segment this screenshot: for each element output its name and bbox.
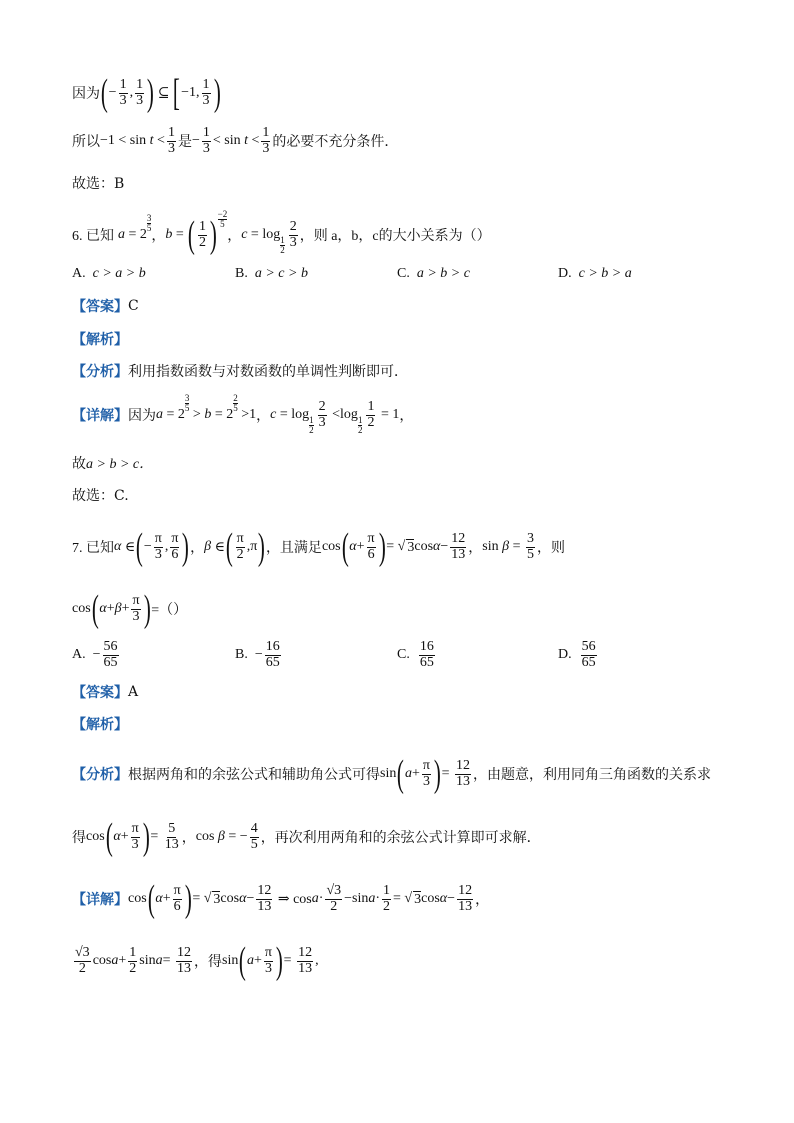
q7-jiexi: 【解析】 xyxy=(72,717,128,733)
q7-expression: cos ( α + β + $\frac{\pi}{3}$ ) =（） xyxy=(72,588,188,630)
q6-answer: 【答案】 C xyxy=(72,298,139,315)
q6-gu: 故 a > b > c． xyxy=(72,457,154,472)
q7-answer: 【答案】 A xyxy=(72,684,139,701)
q6-option-b: B. a > c > b xyxy=(235,266,308,281)
q7-option-b: B. − $\frac{16}{65}$ xyxy=(235,639,280,670)
q7-fenxi-2: 得 cos ( α + $\frac{\pi}{3}$ ) = $\frac{5}{13}$ ， cos β = − $\frac{4}{5}$ ，再次利用两角和的余弦公式计算即可求解． xyxy=(72,816,541,858)
q6-tail: ，则 a，b，c的大小关系为（） xyxy=(299,229,491,244)
line-suoyi: 所以 −1 < sin t < $\frac{1}{3}$ 是 − $\frac{1}{3}$ < sin t < $\frac{1}{3}$ 的必要不充分条件． xyxy=(72,125,399,156)
shi-text: 是 xyxy=(177,135,192,151)
question-7: 7. 已知 α ∈ ( − $\frac{\pi}{3}$ , $\frac{\pi}{6}$ ) ， β ∈ ( $\frac{\pi}{2}$ ,π ) ，且满足 cos ( α + $\frac{\pi}{6}$ ) = √ 3 cos α − $\frac{12}{13}$ ， sin β = $\frac{3}{5}$ ，则 xyxy=(72,526,566,568)
line-yinwei: 因为 ( − $\frac{1}{3}$ , $\frac{1}{3}$ ) ⊆ [ −1, $\frac{1}{3}$ ) xyxy=(72,72,221,114)
answer-line-b: 故选：B xyxy=(72,176,125,192)
q6-xiangjie: 【详解】 因为 a = 2 3 5 > b = 2 2 5 >1 ， c = log 1 2 $\frac{2}{3}$ <log 1 2 $\frac{1}{2}$ = 1 ， xyxy=(72,392,414,435)
q7-option-a: A. − $\frac{56}{65}$ xyxy=(72,639,118,670)
q7-xiangjie-2: $\frac{√3}{2}$ cos a + $\frac{1}{2}$ sin a = $\frac{12}{13}$ ，得 sin ( a + $\frac{\pi}{3}$ ) = $\frac{12}{13}$ , xyxy=(75,940,319,982)
q7-number: 7. 已知 xyxy=(72,541,114,556)
q6-option-c: C. a > b > c xyxy=(397,266,470,281)
question-6: 6. 已知 a = 2 3 5 ， b = ( $\frac{1}{2}$ ) −2 5 ， c = log 1 2 $\frac{2}{3}$ ，则 a，b，c的大小关系为（） xyxy=(72,208,491,256)
q6-option-a: A. c > a > b xyxy=(72,266,146,281)
q6-jiexi: 【解析】 xyxy=(72,332,128,348)
subset-symbol: ⊆ xyxy=(157,85,170,101)
q6-option-d: D. c > b > a xyxy=(558,266,632,281)
q6-number: 6. 已知 xyxy=(72,229,114,244)
q6-xuan: 故选：C. xyxy=(72,488,129,504)
q7-option-d: D. $\frac{56}{65}$ xyxy=(558,639,596,670)
q7-xiangjie: 【详解】 cos ( α + $\frac{\pi}{6}$ ) = √ 3 cos α − $\frac{12}{13}$ ⇒ cos a · $\frac{√3}{2}$ −sin a · $\frac{1}{2}$ = √ 3 cos α − $\frac{12}{13}$ ， xyxy=(72,878,490,920)
q7-fenxi: 【分析】 根据两角和的余弦公式和辅助角公式可得 sin ( a + $\frac{\pi}{3}$ ) = $\frac{12}{13}$ ，由题意，利用同角三角函数的关系求 xyxy=(72,753,712,795)
condition-text: 的必要不充分条件． xyxy=(272,135,399,151)
q6-fenxi: 【分析】 利用指数函数与对数函数的单调性判断即可． xyxy=(72,364,408,380)
q7-option-c: C. $\frac{16}{65}$ xyxy=(397,639,434,670)
yinwei-text: 因为 xyxy=(72,87,100,102)
suoyi-text: 所以 xyxy=(72,135,100,151)
